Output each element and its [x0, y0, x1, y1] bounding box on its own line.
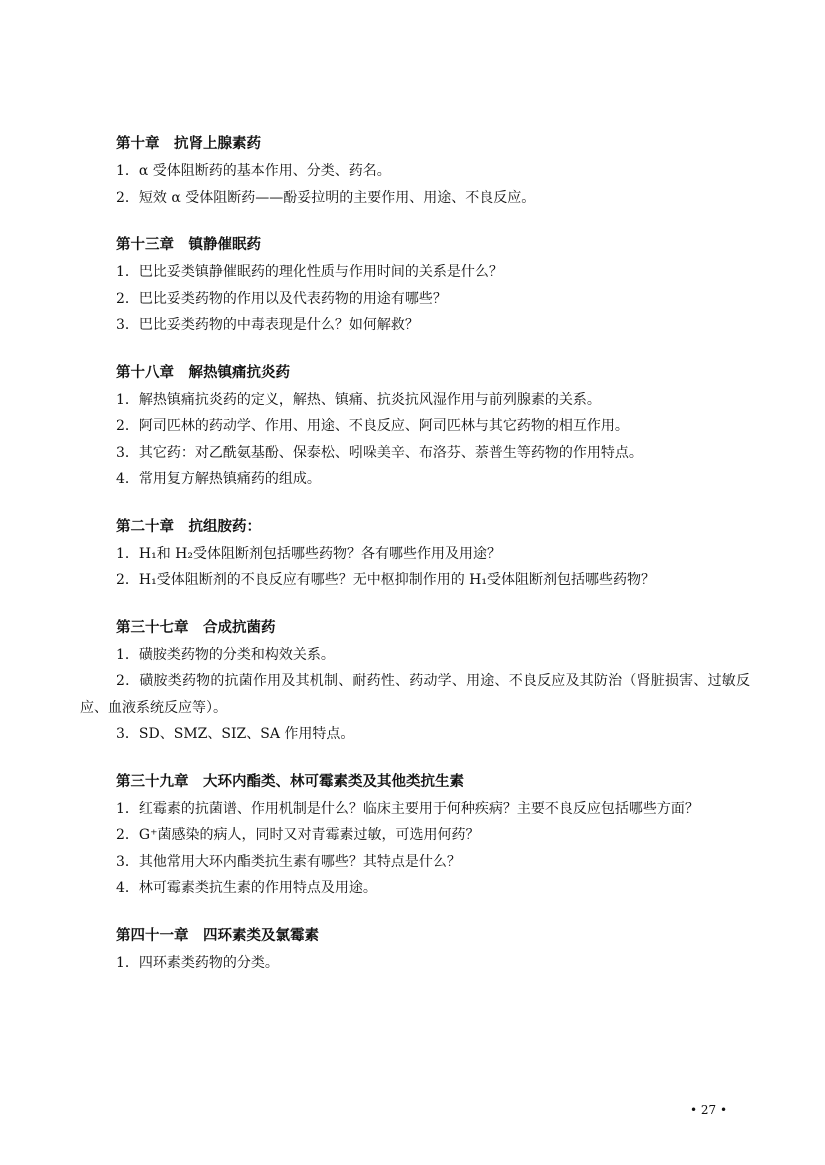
list-item: 1．巴比妥类镇静催眠药的理化性质与作用时间的关系是什么？ [116, 264, 503, 280]
list-item: 1．磺胺类药物的分类和构效关系。 [116, 646, 335, 663]
list-item: 1．H₁和 H₂受体阻断剂包括哪些药物？各有哪些作用及用途？ [116, 545, 501, 562]
list-item: 1．红霉素的抗菌谱、作用机制是什么？临床主要用于何种疾病？主要不良反应包括哪些方面？ [116, 800, 699, 817]
page-content [80, 130, 750, 996]
list-item: 2．G⁺菌感染的病人，同时又对青霉素过敏，可选用何药？ [116, 827, 480, 843]
list-item: 1．解热镇痛抗炎药的定义，解热、镇痛、抗炎抗风湿作用与前列腺素的关系。 [116, 391, 601, 408]
list-item: 2．磺胺类药物的抗菌作用及其机制、耐药性、药动学、用途、不良反应及其防治（肾脏损害、过敏反应、血液系统反应等）。 [80, 673, 750, 716]
list-item: 2．巴比妥类药物的作用以及代表药物的用途有哪些？ [116, 290, 447, 307]
list-item: 3．其他常用大环内酯类抗生素有哪些？其特点是什么？ [116, 853, 461, 870]
section-heading: 第十章 抗肾上腺素药 [116, 136, 261, 152]
section-heading: 第三十九章 大环内酯类、林可霉素类及其他类抗生素 [116, 773, 464, 790]
section-chapter-41 [80, 922, 750, 977]
section-heading: 第十三章 镇静催眠药 [116, 237, 261, 253]
list-item: 3．SD、SMZ、SIZ、SA 作用特点。 [116, 726, 355, 742]
section-heading: 第十八章 解热镇痛抗炎药 [116, 364, 290, 381]
section-chapter-13 [80, 231, 750, 339]
section-chapter-39 [80, 768, 750, 902]
list-item: 2．短效 α 受体阻断药——酚妥拉明的主要作用、用途、不良反应。 [116, 189, 536, 206]
section-chapter-37 [80, 614, 750, 748]
list-item: 2．H₁受体阻断剂的不良反应有哪些？无中枢抑制作用的 H₁受体阻断剂包括哪些药物？ [116, 572, 655, 588]
list-item: 1．α 受体阻断药的基本作用、分类、药名。 [116, 163, 391, 179]
section-chapter-18 [80, 359, 750, 493]
list-item: 4．林可霉素类抗生素的作用特点及用途。 [116, 880, 377, 896]
page-number: • 27 • [690, 1103, 728, 1117]
list-item: 3．巴比妥类药物的中毒表现是什么？如何解救？ [116, 317, 419, 333]
list-item: 1．四环素类药物的分类。 [116, 954, 279, 971]
list-item: 2．阿司匹林的药动学、作用、用途、不良反应、阿司匹林与其它药物的相互作用。 [116, 418, 629, 434]
list-item: 4．常用复方解热镇痛药的组成。 [116, 471, 321, 487]
section-heading: 第三十七章 合成抗菌药 [116, 619, 276, 636]
section-chapter-10 [80, 130, 750, 211]
section-heading: 第二十章 抗组胺药： [116, 518, 261, 535]
section-heading: 第四十一章 四环素类及氯霉素 [116, 927, 319, 944]
list-item: 3．其它药：对乙酰氨基酚、保泰松、吲哚美辛、布洛芬、萘普生等药物的作用特点。 [116, 444, 643, 461]
section-chapter-20 [80, 513, 750, 594]
